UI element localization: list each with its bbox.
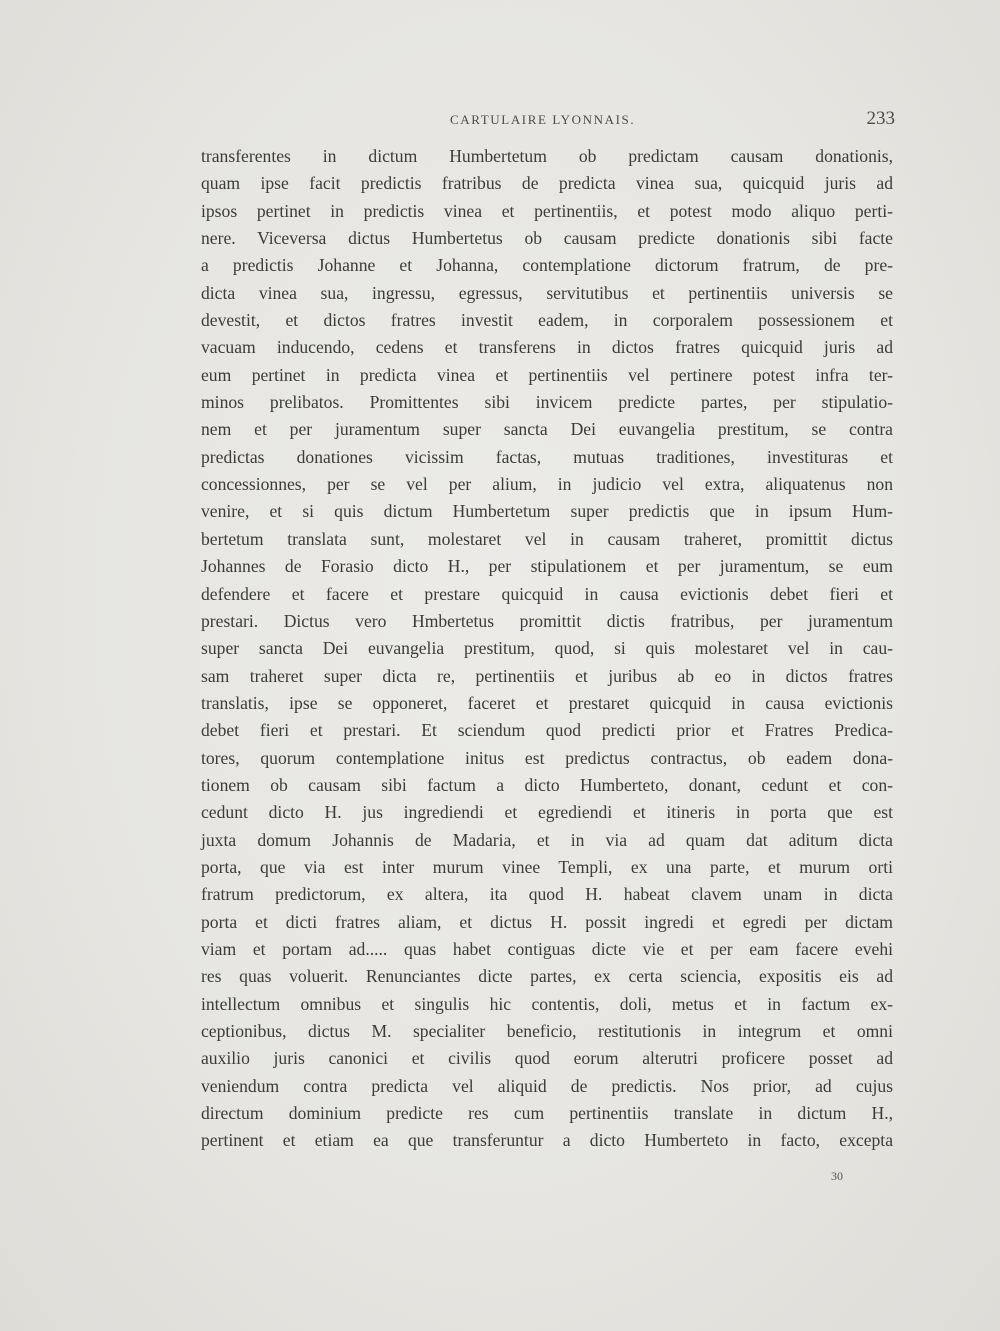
- text-line: bertetum translata sunt, molestaret vel in causam traheret, promittit dictus: [201, 528, 893, 549]
- text-line: intellectum omnibus et singulis hic contentis, doli, metus et in factum ex-: [201, 993, 893, 1014]
- text-line: nem et per juramentum super sancta Dei euvangelia prestitum, se contra: [201, 419, 893, 440]
- text-line: ceptionibus, dictus M. specialiter beneficio, restitutionis in integrum et omni: [201, 1021, 893, 1041]
- text-line: porta, que via est inter murum vinee Templi, ex una parte, et murum orti: [201, 856, 893, 877]
- text-line: tores, quorum contemplatione initus est predictus contractus, ob eadem dona-: [201, 747, 893, 768]
- text-line: nere. Viceversa dictus Humbertetus ob causam predicte donationis sibi facte: [201, 228, 893, 249]
- text-line: ipsos pertinet in predictis vinea et pertinentiis, et potest modo aliquo perti-: [201, 200, 893, 221]
- text-line: juxta domum Johannis de Madaria, et in via ad quam dat aditum dicta: [201, 829, 893, 850]
- text-line: quam ipse facit predictis fratribus de predicta vinea sua, quicquid juris ad: [201, 173, 893, 194]
- text-line: translatis, ipse se opponeret, faceret et prestaret quicquid in causa evictionis: [201, 692, 893, 713]
- body-text: [201, 143, 893, 1155]
- text-line: concessionnes, per se vel per alium, in judicio vel extra, aliquatenus non: [201, 474, 893, 495]
- text-line: sam traheret super dicta re, pertinentiis et juribus ab eo in dictos fratres: [201, 665, 893, 686]
- text-line: cedunt dicto H. jus ingrediendi et egrediendi et itineris in porta que est: [201, 802, 893, 823]
- text-line: debet fieri et prestari. Et sciendum quod predicti prior et Fratres Predica-: [201, 720, 893, 741]
- running-header: [195, 108, 895, 136]
- header-title: CARTULAIRE LYONNAIS.: [450, 112, 636, 127]
- text-line: devestit, et dictos fratres investit eadem, in corporalem possessionem et: [201, 310, 893, 331]
- text-line: defendere et facere et prestare quicquid in causa evictionis debet fieri et: [201, 583, 893, 604]
- text-line: pertinent et etiam ea que transferuntur a dicto Humberteto in facto, excepta: [201, 1130, 893, 1151]
- text-line: minos prelibatos. Promittentes sibi invicem predicte partes, per stipulatio-: [201, 392, 893, 413]
- text-line: directum dominium predicte res cum pertinentiis translate in dictum H.,: [201, 1103, 893, 1124]
- text-line: prestari. Dictus vero Hmbertetus promittit dictis fratribus, per juramentum: [201, 610, 893, 631]
- text-line: transferentes in dictum Humbertetum ob predictam causam donationis,: [201, 146, 893, 166]
- text-line: super sancta Dei euvangelia prestitum, quod, si quis molestaret vel in cau-: [201, 638, 893, 659]
- text-line: dicta vinea sua, ingressu, egressus, servitutibus et pertinentiis universis se: [201, 282, 893, 303]
- text-line: auxilio juris canonici et civilis quod eorum alterutri proficere posset ad: [201, 1048, 893, 1069]
- text-line: veniendum contra predicta vel aliquid de predictis. Nos prior, ad cujus: [201, 1075, 893, 1096]
- text-line: eum pertinet in predicta vinea et pertinentiis vel pertinere potest infra ter-: [201, 364, 893, 385]
- text-line: a predictis Johanne et Johanna, contemplatione dictorum fratrum, de pre-: [201, 255, 893, 276]
- text-line: venire, et si quis dictum Humbertetum super predictis que in ipsum Hum-: [201, 501, 893, 522]
- page-number: 233: [866, 108, 895, 129]
- text-line: tionem ob causam sibi factum a dicto Humberteto, donant, cedunt et con-: [201, 774, 893, 795]
- text-line: Johannes de Forasio dicto H., per stipulationem et per juramentum, se eum: [201, 556, 893, 577]
- text-line: porta et dicti fratres aliam, et dictus H. possit ingredi et egredi per dictam: [201, 911, 893, 932]
- text-line: viam et portam ad..... quas habet contiguas dicte vie et per eam facere evehi: [201, 938, 893, 959]
- signature-mark: 30: [831, 1169, 843, 1183]
- text-line: vacuam inducendo, cedens et transferens in dictos fratres quicquid juris ad: [201, 337, 893, 358]
- text-line: predictas donationes vicissim factas, mutuas traditiones, investituras et: [201, 446, 893, 467]
- text-line: fratrum predictorum, ex altera, ita quod H. habeat clavem unam in dicta: [201, 884, 893, 905]
- text-line: res quas voluerit. Renunciantes dicte partes, ex certa sciencia, expositis eis ad: [201, 966, 893, 987]
